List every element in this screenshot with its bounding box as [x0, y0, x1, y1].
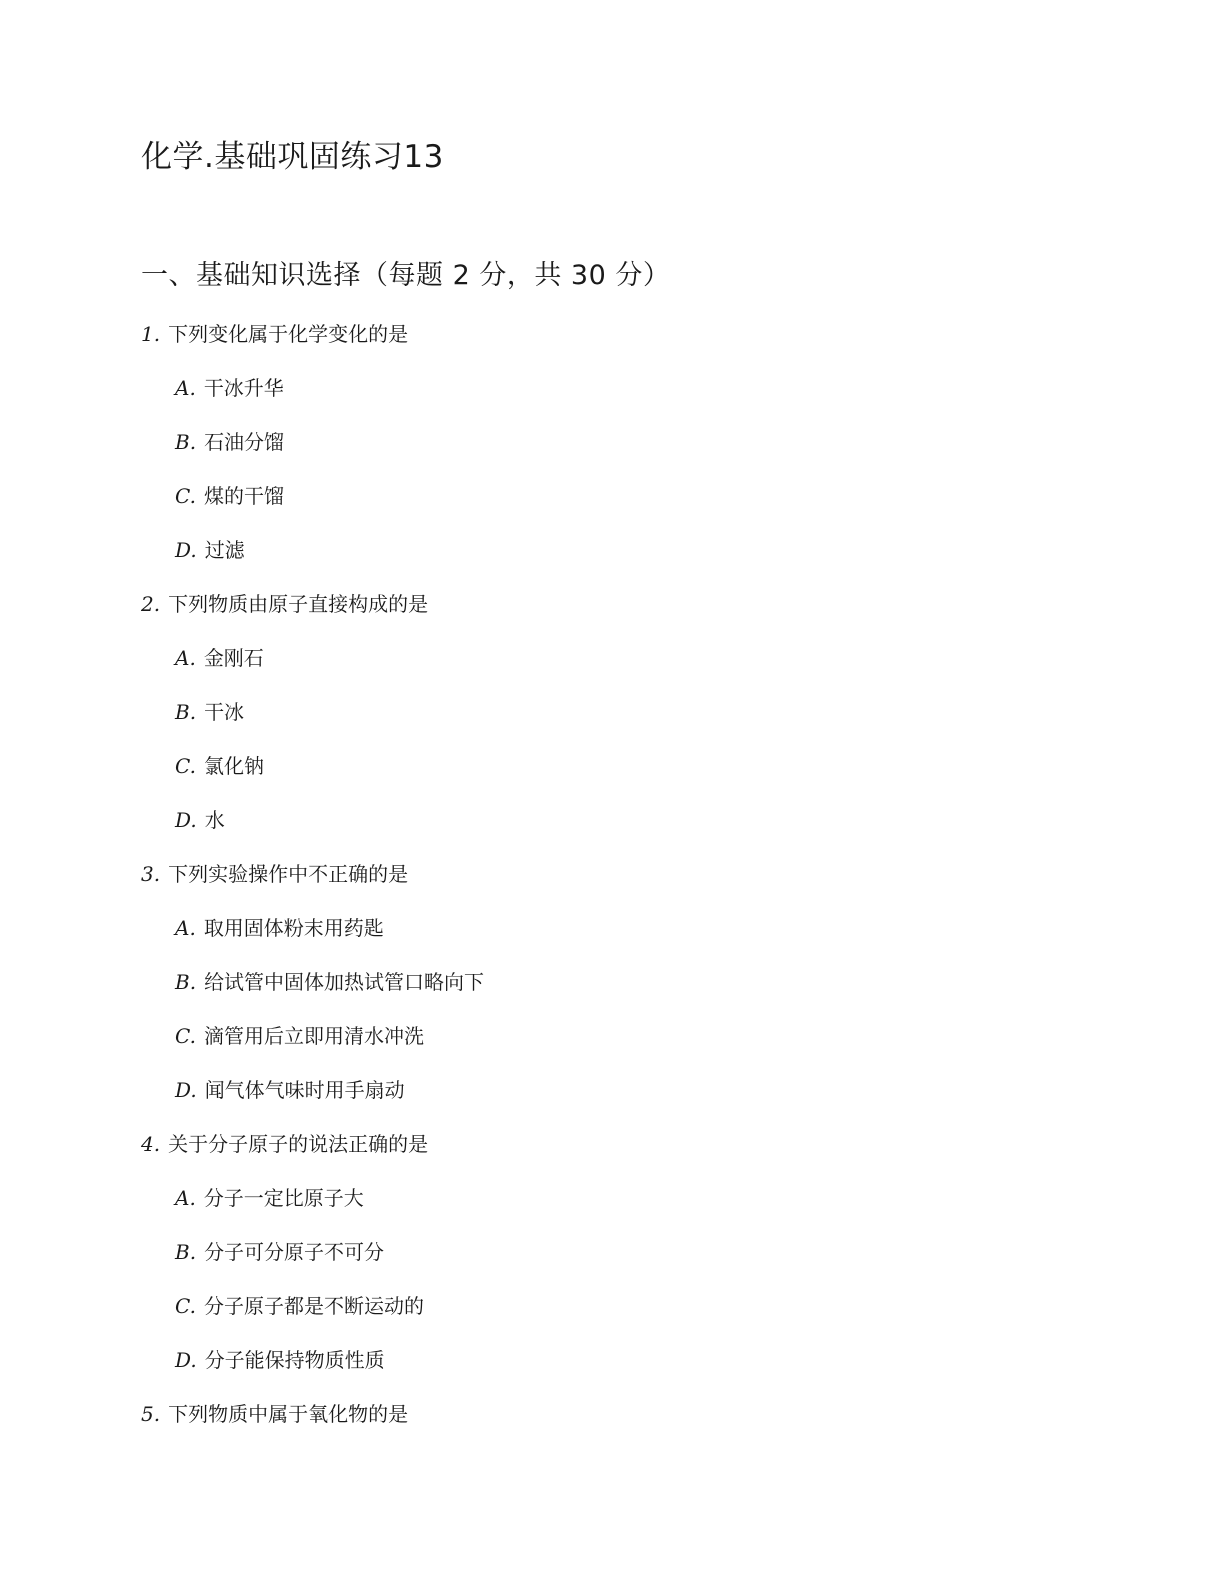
question-number: 1.: [141, 322, 161, 346]
option-letter: A.: [175, 1186, 196, 1210]
question-2-option-c: [141, 746, 1141, 800]
question-text: 下列物质中属于氧化物的是: [168, 1402, 409, 1426]
option-text: 干冰: [204, 700, 245, 724]
question-3-option-c: [141, 1016, 1141, 1070]
question-number: 5.: [141, 1402, 161, 1426]
question-number: 4.: [141, 1132, 161, 1156]
option-text: 取用固体粉末用药匙: [203, 916, 384, 940]
question-4-option-b: [141, 1232, 1141, 1286]
document-title: 化学.基础巩固练习13: [141, 139, 444, 175]
section-title: 一、基础知识选择（每题 2 分，共 30 分）: [141, 260, 671, 291]
question-1-option-c: [141, 476, 1141, 530]
option-text: 分子一定比原子大: [203, 1186, 364, 1210]
question-number: 3.: [141, 862, 161, 886]
option-text: 过滤: [204, 538, 245, 562]
question-list: [141, 314, 1141, 1448]
option-letter: B.: [175, 1240, 197, 1264]
option-text: 分子原子都是不断运动的: [203, 1294, 424, 1318]
option-text: 金刚石: [203, 646, 264, 670]
question-2-option-a: [141, 638, 1141, 692]
question-4: [141, 1124, 1141, 1178]
option-letter: C.: [175, 1024, 196, 1048]
option-letter: A.: [175, 376, 196, 400]
option-letter: C.: [175, 1294, 196, 1318]
option-letter: B.: [175, 430, 197, 454]
question-4-option-a: [141, 1178, 1141, 1232]
option-letter: D.: [175, 1348, 197, 1372]
question-3-option-a: [141, 908, 1141, 962]
option-letter: B.: [175, 700, 197, 724]
question-text: 下列实验操作中不正确的是: [168, 862, 409, 886]
question-5: [141, 1394, 1141, 1448]
option-letter: C.: [175, 484, 196, 508]
option-text: 闻气体气味时用手扇动: [204, 1078, 405, 1102]
option-text: 干冰升华: [203, 376, 284, 400]
option-letter: D.: [175, 1078, 197, 1102]
question-4-option-c: [141, 1286, 1141, 1340]
option-letter: D.: [175, 538, 197, 562]
question-2-option-d: [141, 800, 1141, 854]
question-text: 下列变化属于化学变化的是: [168, 322, 409, 346]
option-letter: A.: [175, 646, 196, 670]
question-1: [141, 314, 1141, 368]
option-text: 给试管中固体加热试管口略向下: [204, 970, 485, 994]
question-2: [141, 584, 1141, 638]
question-number: 2.: [141, 592, 161, 616]
question-4-option-d: [141, 1340, 1141, 1394]
question-1-option-b: [141, 422, 1141, 476]
option-letter: C.: [175, 754, 196, 778]
option-letter: D.: [175, 808, 197, 832]
option-text: 分子可分原子不可分: [204, 1240, 385, 1264]
question-text: 下列物质由原子直接构成的是: [168, 592, 429, 616]
option-letter: B.: [175, 970, 197, 994]
option-text: 滴管用后立即用清水冲洗: [203, 1024, 424, 1048]
question-2-option-b: [141, 692, 1141, 746]
option-letter: A.: [175, 916, 196, 940]
question-text: 关于分子原子的说法正确的是: [168, 1132, 429, 1156]
option-text: 石油分馏: [204, 430, 285, 454]
option-text: 氯化钠: [203, 754, 264, 778]
question-1-option-a: [141, 368, 1141, 422]
option-text: 分子能保持物质性质: [204, 1348, 385, 1372]
question-1-option-d: [141, 530, 1141, 584]
question-3-option-b: [141, 962, 1141, 1016]
question-3-option-d: [141, 1070, 1141, 1124]
option-text: 煤的干馏: [203, 484, 284, 508]
option-text: 水: [204, 808, 225, 832]
question-3: [141, 854, 1141, 908]
